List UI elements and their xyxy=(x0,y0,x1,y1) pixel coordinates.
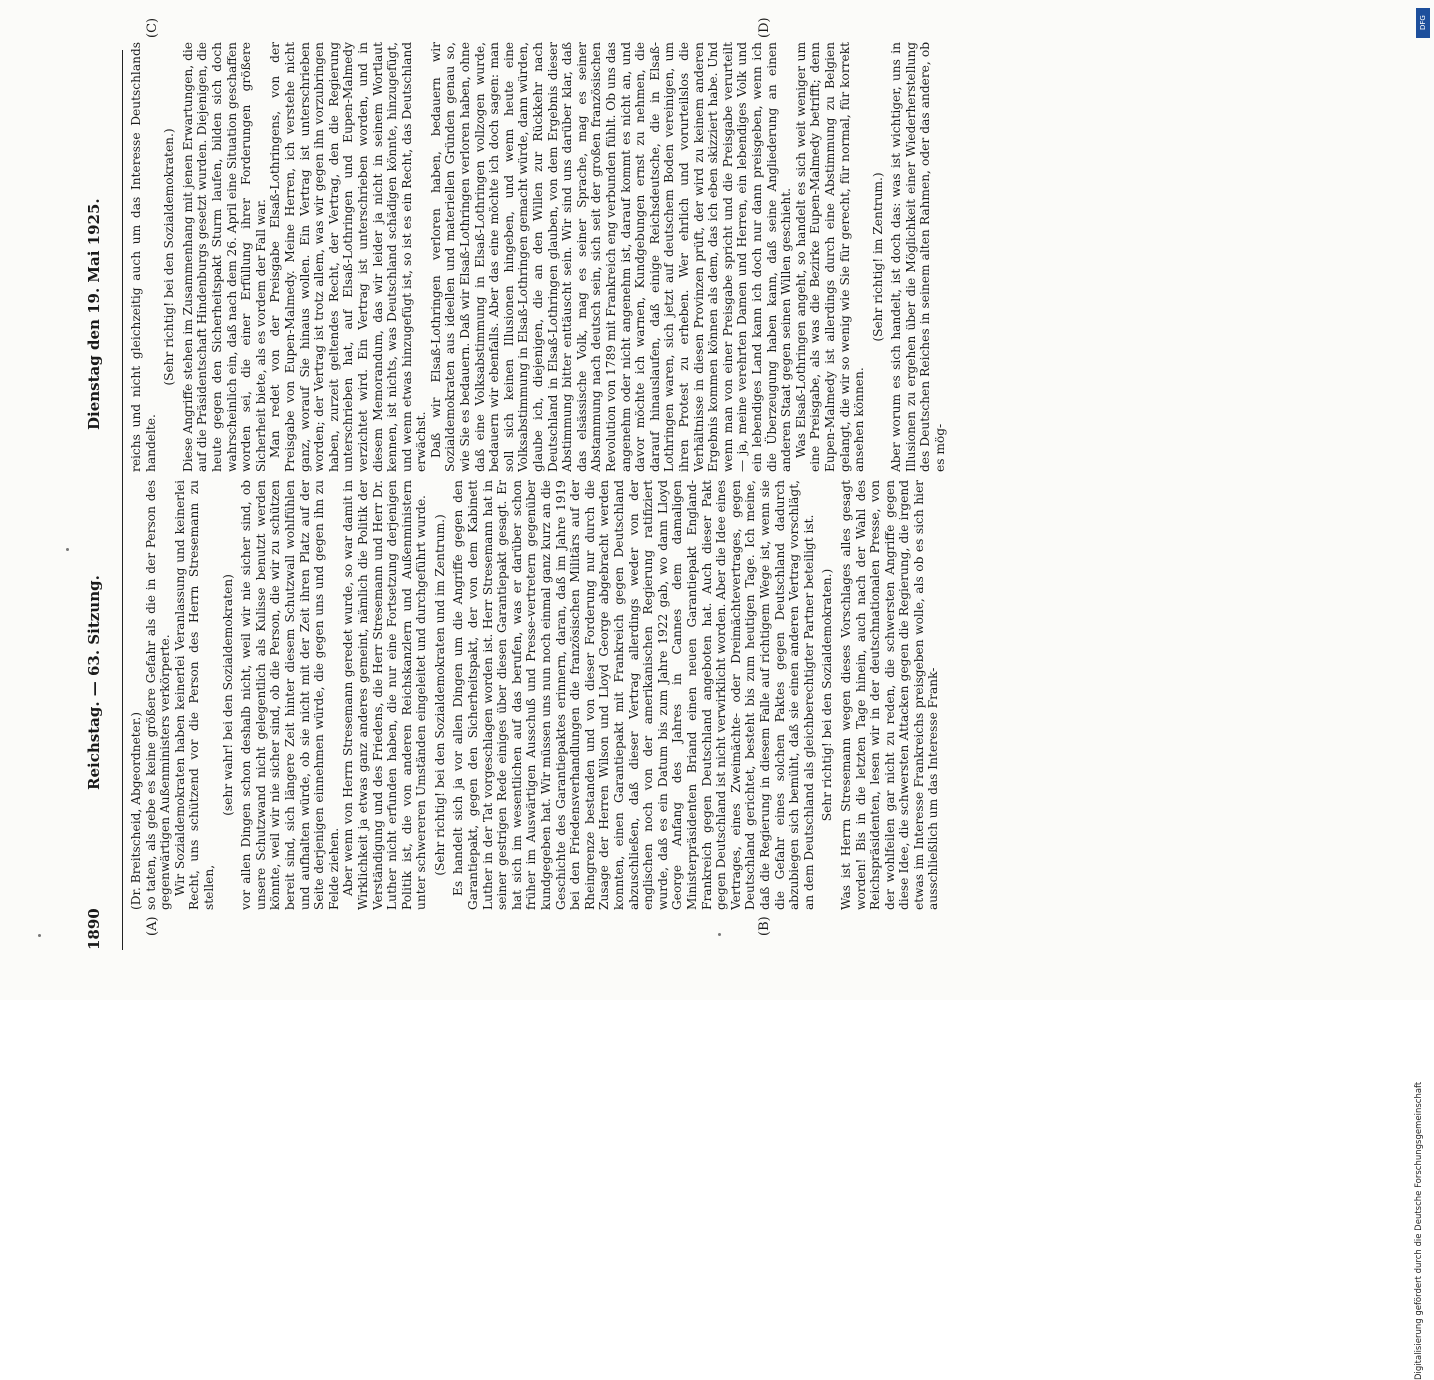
paragraph: Daß wir Elsaß-Lothringen verloren haben, bedauern wir Sozialdemokraten aus ideellen und materiellen Gründen genau so, wie Sie es bedauern. Daß wir Elsaß-Lothringen verloren haben, ohne daß eine Volksabstimmung in Elsaß-Lothringen vollzogen wurde, bedauern wir ebenfalls. Aber das eine möchte ich doch sagen: man soll sich keinen Illusionen hingeben, und wenn heute eine Volksabstimmung in Elsaß-Lothringen gemacht würde, dann würden, glaube ich, diejenigen, die an den Willen zur Rückkehr nach Deutschland in Elsaß-Lothringen glauben, von dem Ergebnis dieser Abstimmung bitter enttäuscht sein. Wir sind uns darüber klar, daß das elsässische Volk, mag es seiner Sprache, mag es seiner Abstammung nach deutsch sein, sich seit der großen französischen Revolution von 1789 mit Frankreich eng verbunden fühlt. Ob uns das angenehm oder nicht angenehm ist, darauf kommt es nicht an, und davor möchte ich warnen, Kundgebungen ernst zu nehmen, die darauf hinauslaufen, daß einige Reichsdeutsche, die in Elsaß-Lothringen waren, sich jetzt auf deutschem Boden vereinigen, um ihren Protest zu erheben. Wer ehrlich und vorurteilslos die Verhältnisse in diesen Provinzen prüft, der wird zu keinem anderen Ergebnis kommen können als dem, das ich eben skizziert habe. Und wenn man von einer Preisgabe spricht und die Preisgabe verurteilt — ja, meine verehrten Damen und Herren, ein lebendiges Volk und ein lebendiges Land kann ich doch nur dann preisgeben, wenn ich die Überzeugung haben kann, daß seine Angliederung an einen anderen Staat gegen seinen Willen geschieht. xyxy=(428,42,794,472)
interjection: (Sehr richtig! im Zentrum.) xyxy=(870,172,885,342)
paragraph: reichs und nicht gleichzeitig auch um das Interesse Deutschlands handelte. xyxy=(129,42,158,472)
paragraph: vor allen Dingen schon deshalb nicht, weil wir nie sicher sind, ob unsere Schutzwand nicht gelegentlich als Kulisse benutzt werden könnte, weil wir nie sicher sind, ob die Person, die wir zu schützen bereit sind, sich längere Zeit hinter diesem Schutzwall wohlfühlen und aufhalten würde, ob sie nicht mit der Zeit ihren Platz auf der Seite derjenigen einnehmen würde, die gegen uns und gegen ihn zu Felde ziehen. xyxy=(239,480,341,910)
paragraph: Aber worum es sich handelt, ist doch das: was ist wichtiger, uns in Illusionen zu ergehen über die Möglichkeit einer Wiederherstellung des Deutschen Reiches in seinem alten Rahmen, oder das andere, ob es mög- xyxy=(889,42,948,472)
paragraph: Was Elsaß-Lothringen angeht, so handelt es sich weit weniger um eine Preisgabe, als was die Bezirke Eupen-Malmedy betrifft; denn Eupen-Malmedy ist allerdings durch eine Abstimmung zu Belgien gelangt, die wir so wenig wie Sie für gerecht, für normal, für korrekt ansehen können. xyxy=(793,42,867,472)
session-title: Reichstag. — 63. Sitzung. xyxy=(85,575,103,790)
digitization-credit: Digitalisierung gefördert durch die Deutsche Forschungsgemeinschaft xyxy=(1414,1081,1424,1380)
scan-speck xyxy=(66,548,69,551)
right-text-column xyxy=(129,42,1349,472)
margin-marker-d: (D) xyxy=(757,17,772,38)
margin-marker-a: (A) xyxy=(145,916,160,936)
paragraph: Es handelt sich ja vor allen Dingen um die Angriffe gegen den Garantiepakt, gegen den Sicherheitspakt, der von dem Kabinett Luther in der Tat vorgeschlagen worden ist. Herr Stresemann hat in seiner gestrigen Rede einiges über diesen Garantiepakt gesagt. Er hat sich im wesentlichen auf das berufen, was er darüber schon früher im Auswärtigen Ausschuß und Presse-vertretern gegenüber kundgegeben hat. Wir müssen uns nun noch einmal ganz kurz an die Geschichte des Garantiepaktes erinnern, daran, daß im Jahre 1919 bei den Friedensverhandlungen die französischen Militärs auf der Rheingrenze bestanden und von dieser Forderung nur durch die Zusage der Herren Wilson und Lloyd George abgebracht werden konnten, einen Garantiepakt mit Frankreich gegen Deutschland abzuschließen, daß dieser Vertrag allerdings weder von der englischen noch von der amerikanischen Regierung ratifiziert wurde, daß es ein Datum bis zum Jahre 1922 gab, wo dann Lloyd George Anfang des Jahres in Cannes dem damaligen Ministerpräsidenten Briand einen neuen Garantiepakt England-Frankreich gegen Deutschland angeboten hat. Auch dieser Pakt gegen Deutschland ist nicht verwirklicht worden. Aber die Idee eines Vertrages, eines Zweimächte- oder Dreimächtevertrages, gegen Deutschland gerichtet, besteht bis zum heutigen Tage. Ich meine, daß die Regierung in diesem Falle auf richtigem Wege ist, wenn sie die Gefahr eines solchen Paktes gegen Deutschland dadurch abzubiegen sich bemüht, daß sie einen anderen Vertrag vorschlägt, an dem Deutschland als gleichberechtigter Partner beteiligt ist. xyxy=(451,480,816,910)
page-number: 1890 xyxy=(85,908,103,950)
paragraph: Was ist Herrn Stresemann wegen dieses Vorschlages alles gesagt worden! Bis in die letzten Tage hinein, auch nach der Wahl des Reichspräsidenten, lesen wir in der deutschnationalen Presse, von der wohlfeilen gar nicht zu reden, die schwersten Angriffe gegen diese Idee, die schwersten Attacken gegen die Regierung, die irgend etwas im Interesse Frankreichs preisgeben wolle, als ob es sich hier ausschließlich um das Interesse Frank- xyxy=(838,480,941,910)
page xyxy=(67,17,1367,950)
interjection: Sehr richtig! bei den Sozialdemokraten.) xyxy=(820,568,835,822)
left-text-column xyxy=(129,480,1349,910)
paragraph: Diese Angriffe stehen im Zusammenhang mit jenen Erwartungen, die auf die Präsidentschaft Hindenburgs gesetzt wurden. Diejenigen, die heute gegen den Sicherheitspakt Sturm laufen, bilden sich doch wahrscheinlich ein, daß nach dem 26. April eine Situation geschaffen worden sei, die einer Erfüllung ihrer Forderungen größere Sicherheit biete, als es vordem der Fall war. xyxy=(180,42,268,472)
interjection: (Sehr richtig! bei den Sozialdemokraten und im Zentrum.) xyxy=(432,514,447,876)
scan-speck xyxy=(718,933,721,936)
page-header xyxy=(67,50,123,950)
paragraph: Man redet von der Preisgabe Elsaß-Lothringens, von der Preisgabe von Eupen-Malmedy. Meine Herren, ich verstehe nicht ganz, worauf Sie hinaus wollen. Ein Vertrag ist unterschrieben worden; der Vertrag ist trotz allem, was wir gegen ihn vorzubringen haben, zurzeit geltendes Recht, der Vertrag, den die Regierung unterschrieben hat, auf Elsaß-Lothringen und Eupen-Malmedy verzichtet wird. Ein Vertrag ist unterschrieben worden, und in diesem Memorandum, das wir leider ja nicht in seinem Wortlaut kennen, ist nichts, was Deutschland schädigen könnte, hinzugefügt, und wenn etwas hinzugefügt ist, so ist es ein Recht, das Deutschland erwächst. xyxy=(268,42,429,472)
margin-marker-c: (C) xyxy=(145,17,160,38)
interjection: (Sehr richtig! bei den Sozialdemokraten.) xyxy=(162,128,177,386)
paragraph: Aber wenn von Herrn Stresemann geredet wurde, so war damit in Wirklichkeit ja etwas ganz anderes gemeint, nämlich die Politik der Verständigung und des Friedens, die Herr Stresemann und Herr Dr. Luther nicht erfunden haben, die nur eine Fortsetzung derjenigen Politik ist, die von anderen Reichskanzlern und Außenministern unter schwereren Umständen eingeleitet und durchgeführt wurde. xyxy=(341,480,429,910)
interjection: (sehr wahr! bei den Sozialdemokraten) xyxy=(220,574,235,816)
scan-speck xyxy=(38,934,41,937)
dfg-logo: DFG xyxy=(1416,8,1430,38)
paragraph: Wir Sozialdemokraten haben keinerlei Veranlassung und keinerlei Recht, uns schützend vor die Person des Herrn Stresemann zu stellen, xyxy=(172,480,216,910)
paragraph: (Dr. Breitscheid, Abgeordneter.) xyxy=(129,711,143,910)
rotated-newspaper-page xyxy=(67,17,1367,950)
margin-marker-b: (B) xyxy=(757,916,772,936)
paragraph: so taten, als gebe es keine größere Gefahr als die in der Person des gegenwärtigen Außenministers verkörperte. xyxy=(143,480,173,910)
session-date: Dienstag den 19. Mai 1925. xyxy=(85,198,103,430)
